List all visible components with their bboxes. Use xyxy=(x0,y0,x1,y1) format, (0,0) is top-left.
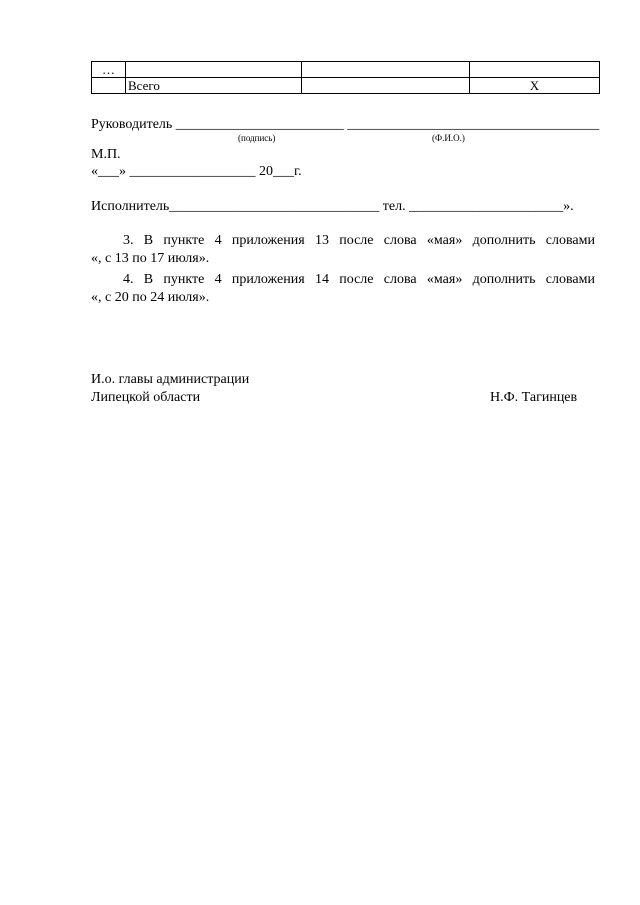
table-row xyxy=(92,78,600,94)
table-cell xyxy=(126,62,302,78)
caption-name: (Ф.И.О.) xyxy=(432,133,465,143)
paragraph-4-line-2: «, с 20 по 24 июля». xyxy=(91,290,210,305)
table-cell: … xyxy=(92,62,126,78)
paragraph-3-line-2: «, с 13 по 17 июля». xyxy=(91,251,210,266)
head-signature-line: Руководитель ________________________ ____________________________________ xyxy=(91,117,600,132)
date-line: «___» __________________ 20___г. xyxy=(91,164,302,179)
executor-line: Исполнитель______________________________ тел. ______________________». xyxy=(91,199,574,214)
table-cell xyxy=(470,62,600,78)
paragraph-3-line-1: 3. В пункте 4 приложения 13 после слова «мая» дополнить словами xyxy=(123,233,595,248)
stamp-label: М.П. xyxy=(91,147,121,162)
footer-title-line-2: Липецкой области xyxy=(91,390,201,405)
totals-table xyxy=(91,61,600,94)
paragraph-4-line-1: 4. В пункте 4 приложения 14 после слова «мая» дополнить словами xyxy=(123,272,595,287)
signatory-name: Н.Ф. Тагинцев xyxy=(490,390,578,405)
table-cell xyxy=(302,78,470,94)
table-cell xyxy=(92,78,126,94)
caption-signature: (подпись) xyxy=(238,133,276,143)
table-row xyxy=(92,62,600,78)
table-cell xyxy=(302,62,470,78)
footer-title-line-1: И.о. главы администрации xyxy=(91,372,250,387)
table-cell: Всего xyxy=(126,78,302,94)
table-cell: Х xyxy=(470,78,600,94)
